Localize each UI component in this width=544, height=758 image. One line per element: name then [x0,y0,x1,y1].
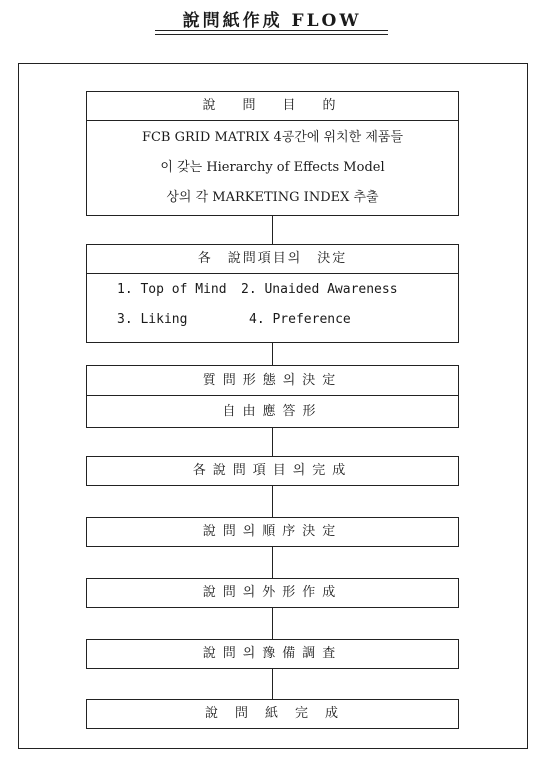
box-pilot-survey [86,639,459,669]
box-purpose [86,91,459,216]
title-underline-bottom [155,34,388,35]
item-4: 4. Preference [249,312,351,327]
item-1: 1. Top of Mind [117,282,227,297]
purpose-line-3: 상의 각 MARKETING INDEX 추출 [166,190,379,205]
connector-7-8 [272,669,273,699]
box-question-order [86,517,459,547]
box-item-completion [86,456,459,486]
connector-2-3 [272,343,273,365]
box-questionnaire-complete [86,699,459,729]
item-3: 3. Liking [117,312,188,327]
box-question-format-header: 質問形態의決定 [87,366,458,396]
box-item-completion-label: 各說問項目의完成 [192,463,353,478]
connector-6-7 [272,608,273,639]
title-underline-top [155,30,388,31]
item-2: 2. Unaided Awareness [241,282,398,297]
page-title: 說問紙作成 FLOW [182,11,362,31]
box-question-layout [86,578,459,608]
box-question-format [86,365,459,428]
connector-4-5 [272,486,273,517]
connector-1-2 [272,216,273,244]
connector-3-4 [272,428,273,456]
purpose-line-2: 이 갖는 Hierarchy of Effects Model [160,160,385,175]
box-question-layout-label: 說問의外形作成 [202,585,343,600]
connector-5-6 [272,547,273,578]
purpose-line-1: FCB GRID MATRIX 4공간에 위치한 제품들 [141,130,404,145]
box-purpose-header: 說 問 目 的 [87,92,458,121]
box-question-order-label: 說問의順序決定 [202,524,343,539]
box-item-decision-header: 各 說問項目의 決定 [87,245,458,274]
box-questionnaire-complete-label: 說 問 紙 完 成 [204,706,340,721]
question-format-body: 自由應答形 [222,404,323,419]
box-pilot-survey-label: 說問의豫備調査 [202,646,343,661]
box-item-decision [86,244,459,343]
item-list [87,274,458,343]
